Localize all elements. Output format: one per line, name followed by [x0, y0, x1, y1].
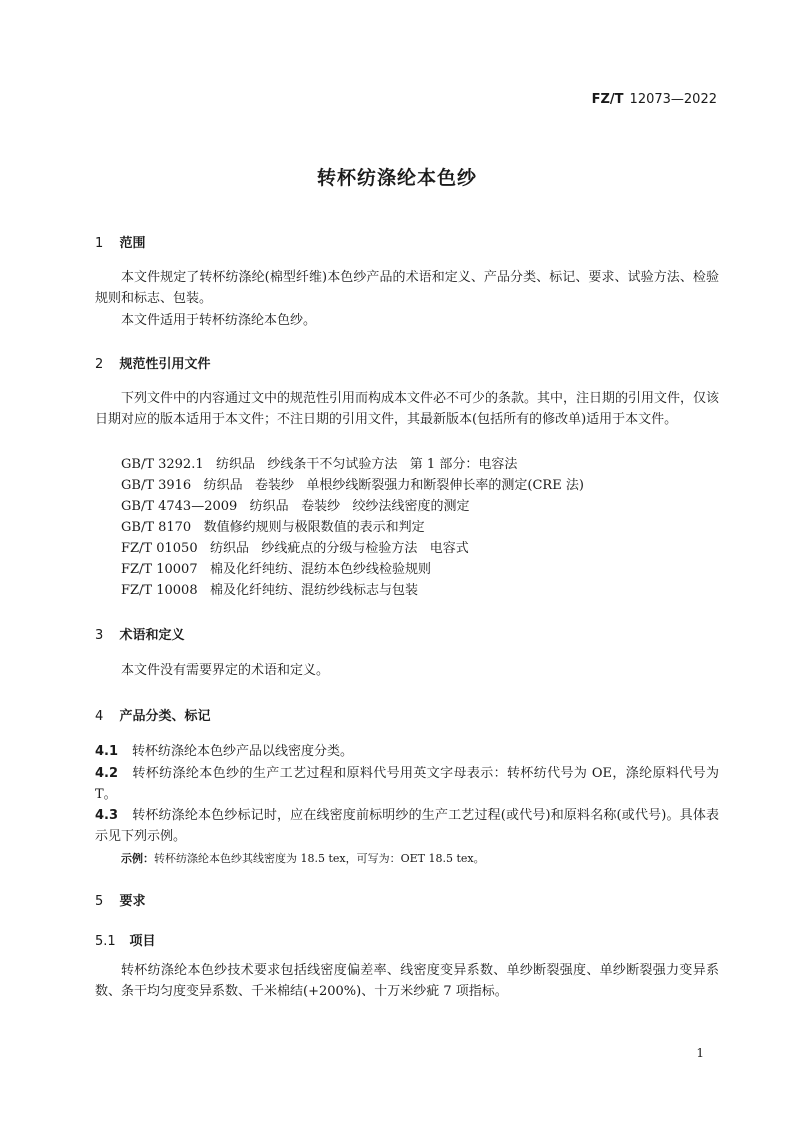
section-5-heading	[95, 890, 146, 909]
reference-item: FZ/T 01050 纺织品 纱线疵点的分级与检验方法 电容式	[121, 541, 469, 556]
standard-prefix: FZ/T	[591, 92, 624, 107]
section-number: 3	[95, 628, 104, 643]
section-1-heading	[95, 232, 146, 251]
example-note	[121, 850, 485, 866]
section-1-paragraph-2: 本文件适用于转杯纺涤纶本色纱。	[121, 313, 317, 328]
section-1-paragraph-1: 本文件规定了转杯纺涤纶(棉型纤维)本色纱产品的术语和定义、产品分类、标记、要求、试验方法、检验规则和标志、包装。	[95, 270, 719, 306]
document-title: 转杯纺涤纶本色纱	[316, 167, 477, 189]
clause-number: 4.1	[95, 744, 119, 759]
section-title: 规范性引用文件	[119, 357, 211, 372]
example-label: 示例：	[121, 852, 154, 865]
section-3-paragraph-1: 本文件没有需要界定的术语和定义。	[121, 663, 330, 678]
section-5-paragraph-1: 转杯纺涤纶本色纱技术要求包括线密度偏差率、线密度变异系数、单纱断裂强度、单纱断裂强力变异系数、条干均匀度变异系数、千米棉结(+200%)、十万米纱疵 7 项指标。	[95, 963, 719, 999]
clause-text: 转杯纺涤纶本色纱标记时，应在线密度前标明纱的生产工艺过程(或代号)和原料名称(或代号)。具体表示见下列示例。	[95, 808, 719, 844]
clause-text: 转杯纺涤纶本色纱的生产工艺过程和原料代号用英文字母表示：转杯纺代号为 OE，涤纶原料代号为 T。	[95, 766, 719, 802]
clause-4-2	[95, 763, 719, 805]
reference-item: GB/T 4743—2009 纺织品 卷装纱 绞纱法线密度的测定	[121, 499, 470, 514]
clause-text: 转杯纺涤纶本色纱产品以线密度分类。	[132, 744, 354, 759]
section-title: 范围	[119, 236, 146, 251]
section-2-heading	[95, 353, 211, 372]
section-number: 4	[95, 709, 104, 724]
section-4-heading	[95, 705, 211, 724]
reference-item: GB/T 8170 数值修约规则与极限数值的表示和判定	[121, 520, 425, 535]
clause-4-1	[95, 741, 719, 762]
subsection-number: 5.1	[95, 934, 116, 949]
standard-code	[592, 92, 717, 107]
section-2-paragraph-1: 下列文件中的内容通过文中的规范性引用而构成本文件必不可少的条款。其中，注日期的引用文件，仅该日期对应的版本适用于本文件；不注日期的引用文件，其最新版本(包括所有的修改单)适用于本文件。	[95, 391, 720, 427]
section-title: 产品分类、标记	[119, 709, 211, 724]
section-number: 2	[95, 357, 104, 372]
reference-item: FZ/T 10007 棉及化纤纯纺、混纺本色纱线检验规则	[121, 562, 431, 577]
section-title: 术语和定义	[119, 628, 185, 643]
section-3-heading	[95, 624, 185, 643]
clause-number: 4.2	[95, 766, 119, 781]
section-number: 1	[95, 236, 104, 251]
clause-number: 4.3	[95, 808, 119, 823]
section-title: 要求	[119, 894, 146, 909]
reference-item: FZ/T 10008 棉及化纤纯纺、混纺纱线标志与包装	[121, 583, 418, 598]
page-number: 1	[696, 1046, 704, 1060]
subsection-title: 项目	[129, 934, 156, 949]
clause-4-3	[95, 805, 719, 847]
subsection-5-1-heading	[95, 930, 156, 949]
standard-number: 12073—2022	[629, 92, 717, 107]
example-text: 转杯纺涤纶本色纱其线密度为 18.5 tex，可写为：OET 18.5 tex。	[154, 852, 485, 865]
reference-item: GB/T 3916 纺织品 卷装纱 单根纱线断裂强力和断裂伸长率的测定(CRE 法)	[121, 478, 584, 493]
reference-item: GB/T 3292.1 纺织品 纱线条干不匀试验方法 第 1 部分：电容法	[121, 457, 518, 472]
section-number: 5	[95, 894, 104, 909]
